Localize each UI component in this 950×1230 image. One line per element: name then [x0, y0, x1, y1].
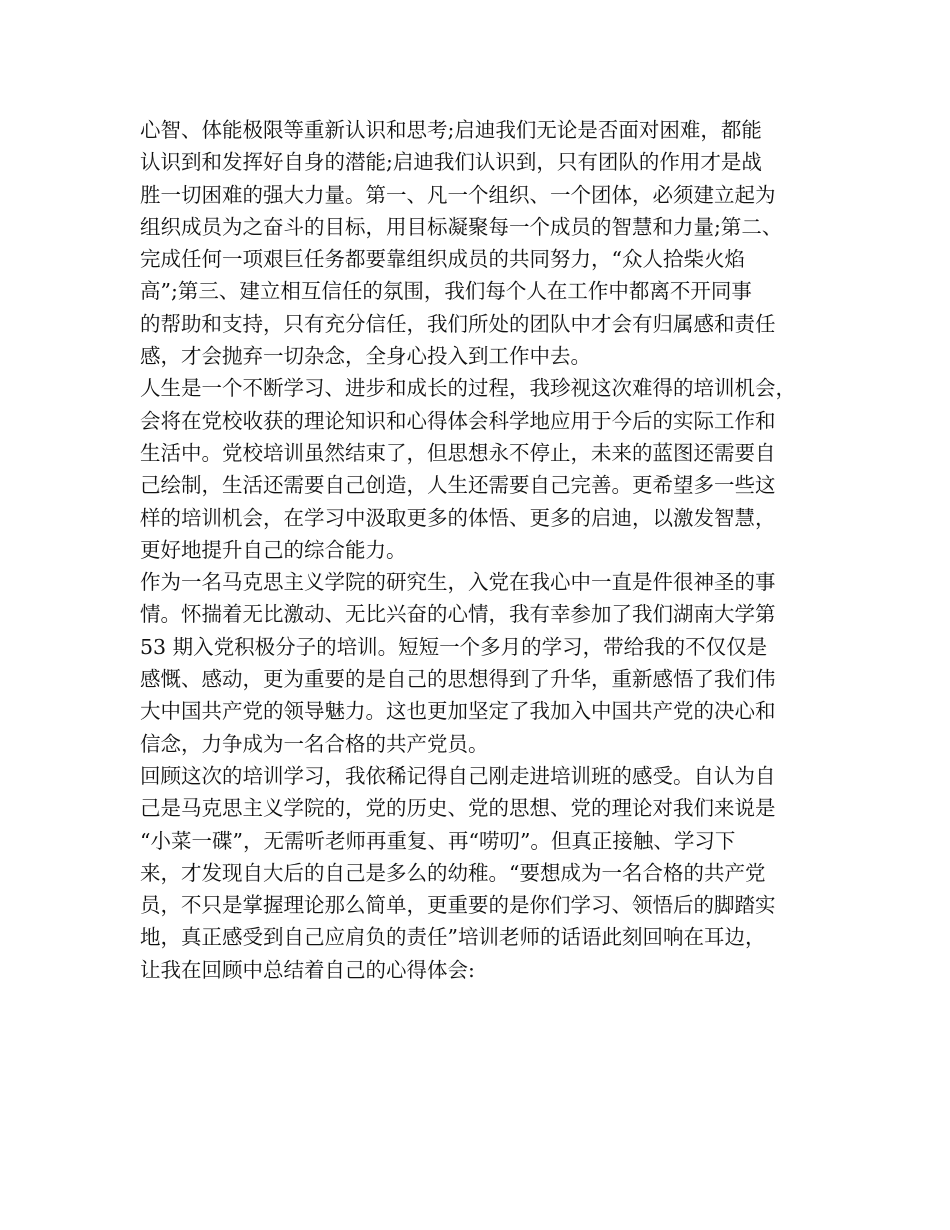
text-line: 高”;第三、建立相互信任的氛围，我们每个人在工作中都离不开同事 — [140, 279, 752, 304]
text-line: 己绘制，生活还需要自己创造，人生还需要自己完善。更希望多一些这 — [140, 473, 776, 498]
text-line: 生活中。党校培训虽然结束了，但思想永不停止，未来的蓝图还需要自 — [140, 440, 776, 465]
text-line: 人生是一个不断学习、进步和成长的过程，我珍视这次难得的培训机会， — [140, 376, 796, 401]
text-line: “小菜一碟”，无需听老师再重复、再“唠叨”。但真正接触、学习下 — [140, 828, 736, 853]
text-line: 让我在回顾中总结着自己的心得体会: — [140, 957, 475, 982]
text-line: 心智、体能极限等重新认识和思考;启迪我们无论是否面对困难，都能 — [140, 118, 762, 142]
text-line: 样的培训机会，在学习中汲取更多的体悟、更多的启迪，以激发智慧， — [140, 505, 776, 530]
text-line: 胜一切困难的强大力量。第一、凡一个组织、一个团体，必须建立起为 — [140, 182, 776, 207]
text-line: 信念，力争成为一名合格的共产党员。 — [140, 731, 489, 756]
document-body — [140, 114, 820, 986]
text-line: 回顾这次的培训学习，我依稀记得自己刚走进培训班的感受。自认为自 — [140, 763, 776, 788]
text-line: 情。怀揣着无比激动、无比兴奋的心情，我有幸参加了我们湖南大学第 — [140, 602, 776, 627]
text-line: 作为一名马克思主义学院的研究生，入党在我心中一直是件很神圣的事 — [140, 570, 776, 595]
text-line: 会将在党校收获的理论知识和心得体会科学地应用于今后的实际工作和 — [140, 408, 776, 433]
text-line: 感，才会抛弃一切杂念，全身心投入到工作中去。 — [140, 344, 591, 369]
text-line: 更好地提升自己的综合能力。 — [140, 537, 407, 562]
text-line: 感慨、感动，更为重要的是自己的思想得到了升华，重新感悟了我们伟 — [140, 667, 776, 692]
text-line: 己是马克思主义学院的，党的历史、党的思想、党的理论对我们来说是 — [140, 796, 776, 821]
text-line: 来，才发现自大后的自己是多么的幼稚。“要想成为一名合格的共产党 — [140, 860, 766, 885]
text-line: 的帮助和支持，只有充分信任，我们所处的团队中才会有归属感和责任 — [140, 311, 776, 336]
text-line: 认识到和发挥好自身的潜能;启迪我们认识到，只有团队的作用才是战 — [140, 150, 762, 175]
text-line: 完成任何一项艰巨任务都要靠组织成员的共同努力，“众人拾柴火焰 — [140, 247, 745, 272]
text-line: 员，不只是掌握理论那么简单，更重要的是你们学习、领悟后的脚踏实 — [140, 893, 776, 918]
text-line: 组织成员为之奋斗的目标，用目标凝聚每一个成员的智慧和力量;第二、 — [140, 214, 783, 239]
text-line: 53 期入党积极分子的培训。短短一个多月的学习，带给我的不仅仅是 — [140, 634, 768, 659]
text-line: 地，真正感受到自己应肩负的责任”培训老师的话语此刻回响在耳边， — [140, 925, 766, 950]
text-line: 大中国共产党的领导魅力。这也更加坚定了我加入中国共产党的决心和 — [140, 699, 776, 724]
